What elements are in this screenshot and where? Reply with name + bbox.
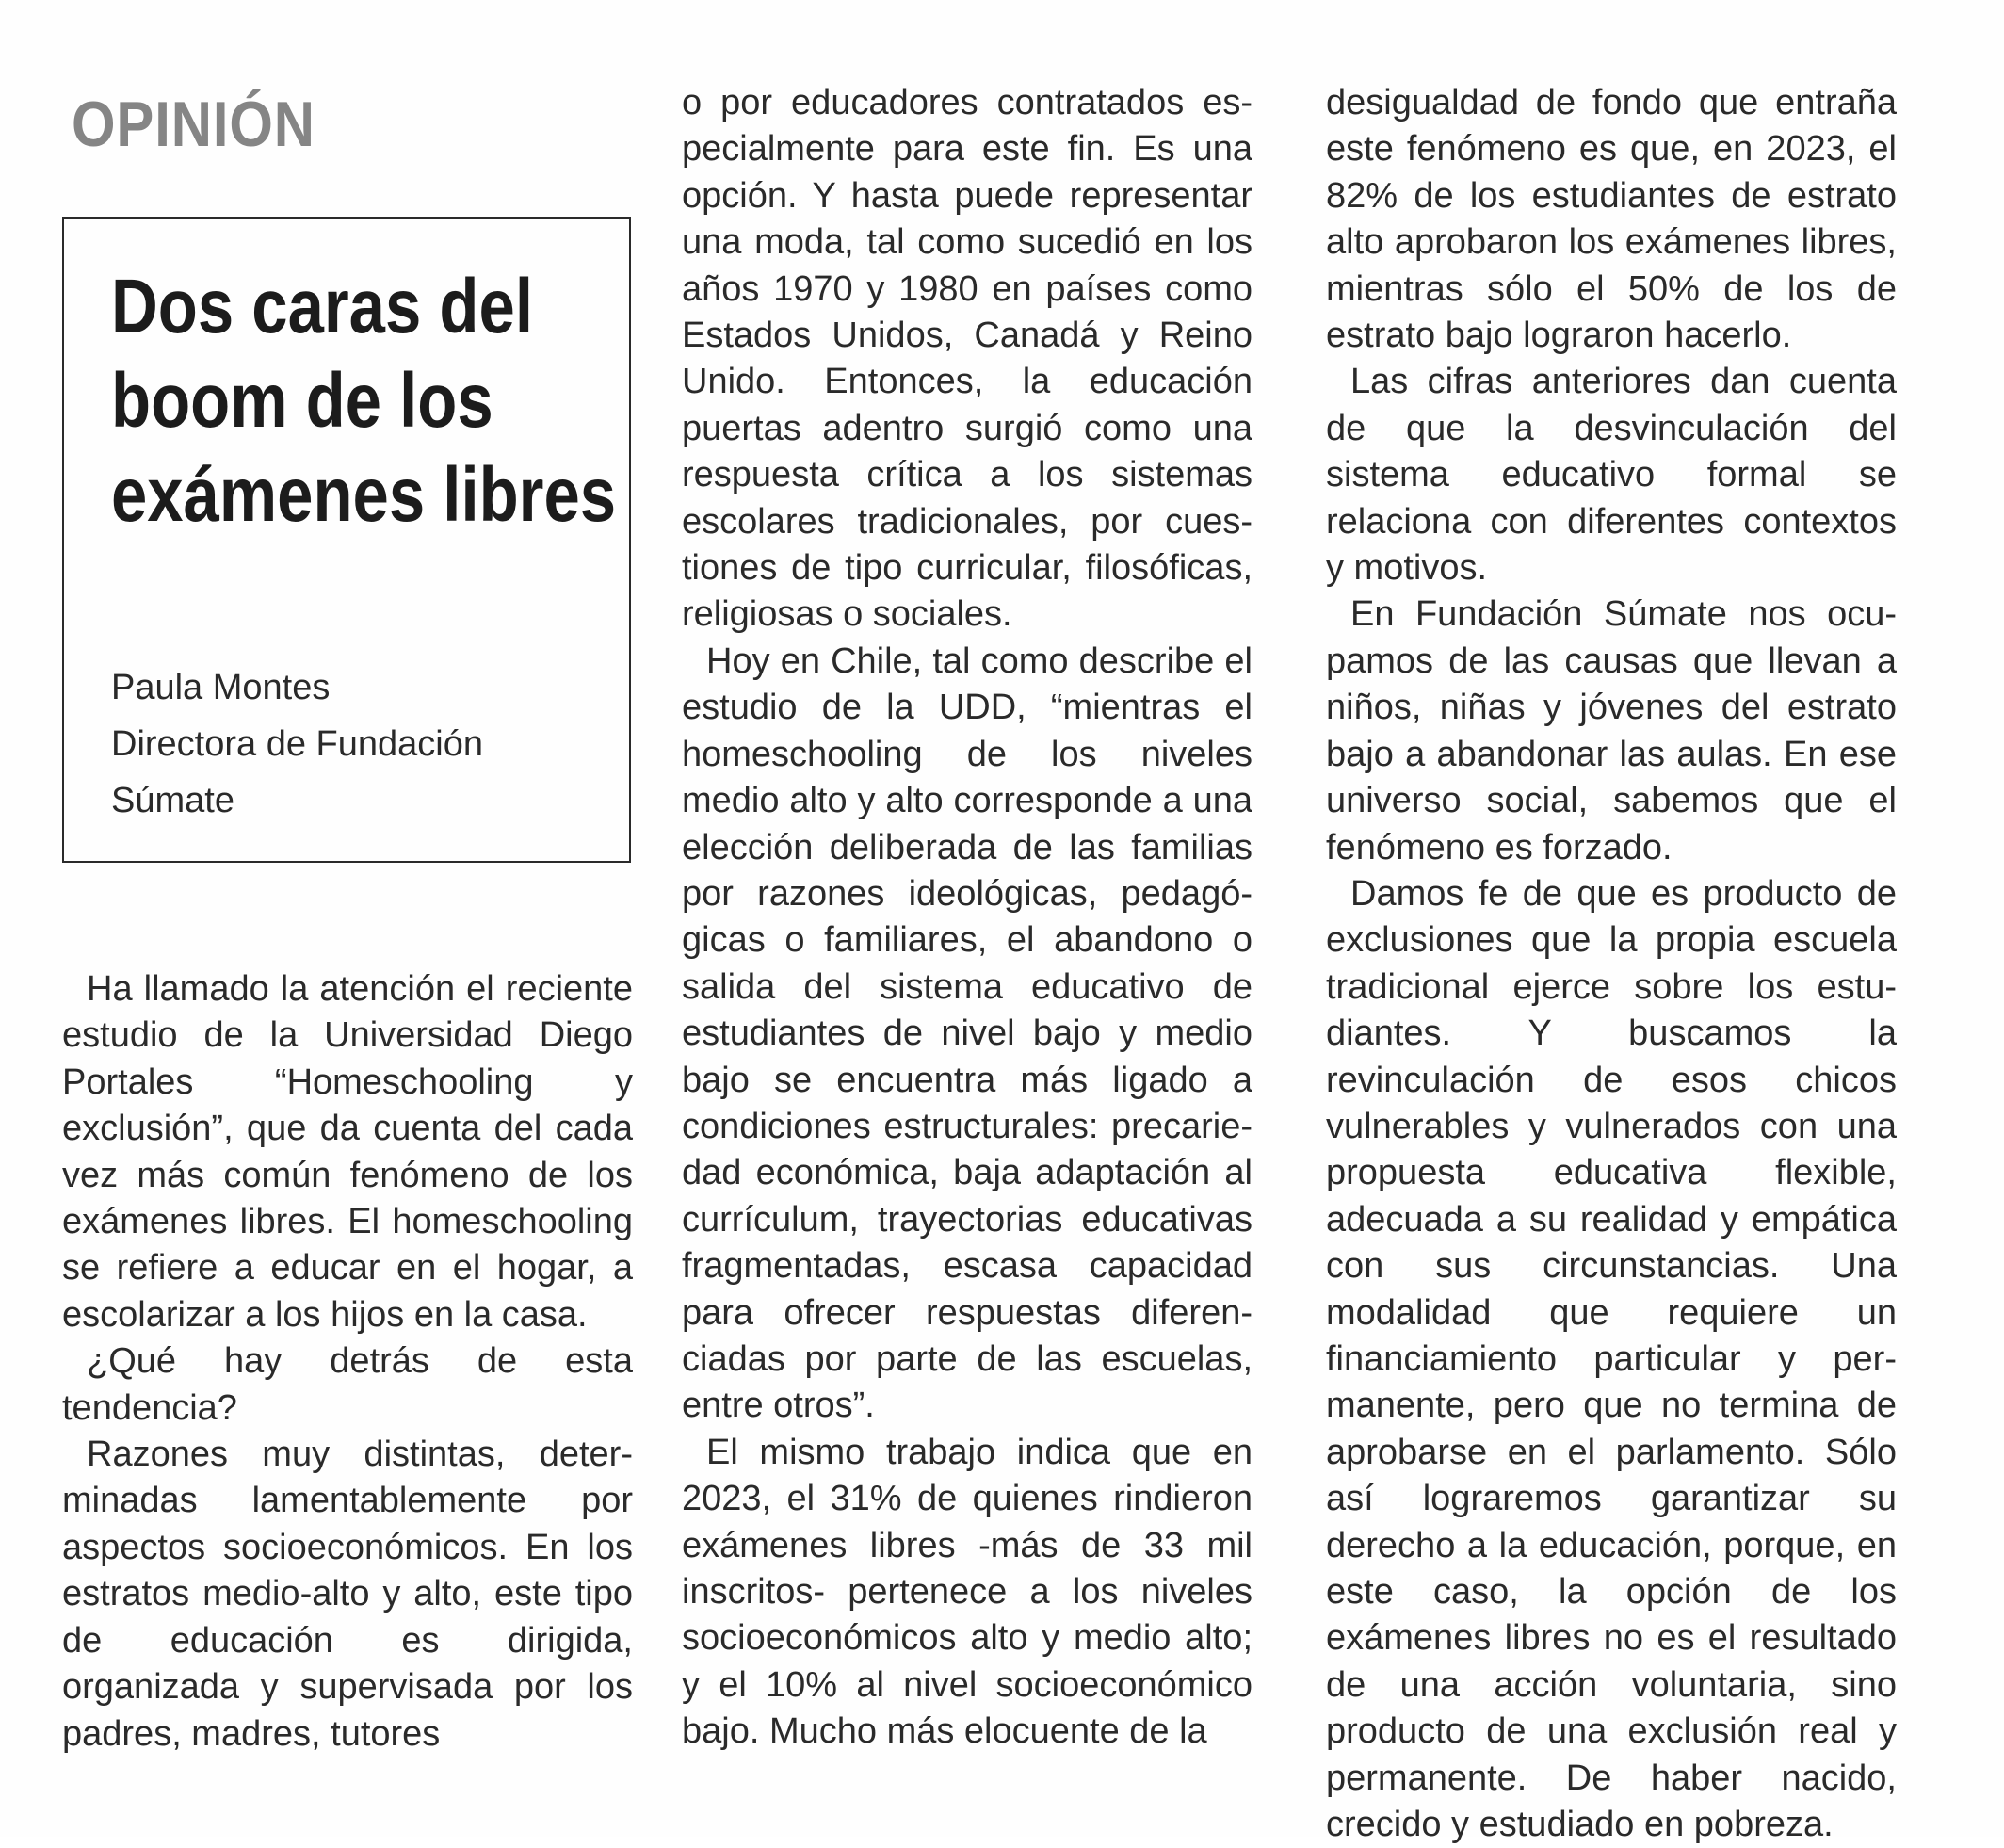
paragraph: ¿Qué hay detrás de esta tendencia? [62, 1341, 633, 1428]
paragraph: Razones muy distintas, determinadas lamentablemente por aspectos socioeconómicos. En los estratos medio-alto y alto, este tipo de educación es dirigida, organizada y supervisada por los padres, madres, tutores [62, 1435, 633, 1754]
headline-box [62, 217, 631, 863]
paragraph: Damos fe de que es producto de exclusiones que la propia escuela tradicional ejerce sobre los estudiantes. Y buscamos la revinculación de esos chicos vulnerables y vulnerados con una propuesta educativa flexible, adecuada a su realidad y empática con sus circunstancias. Una modalidad que requiere un financiamiento particular y permanente, pero que no termina de aprobarse en el parlamento. Sólo así lograremos garantizar su derecho a la educación, porque, en este caso, la opción de los exámenes libres no es el resultado de una acción voluntaria, sino producto de una exclusión real y permanente. De haber nacido, crecido y estudiado en pobreza. [1326, 873, 1897, 1845]
article-column-3 [1326, 80, 1897, 1848]
author-role-line-1: Directora de Fundación [111, 724, 483, 764]
paragraph: o por educadores contratados especialmente para este fin. Es una opción. Y hasta puede representar una moda, tal como sucedió en los años 1970 y 1980 en países como Estados Unidos, Canadá y Reino Unido. Entonces, la educación puertas adentro surgió como una respuesta crítica a los sistemas escolares tradicionales, por cuestiones de tipo curricular, filosóficas, religiosas o sociales. [682, 83, 1252, 635]
author-name: Paula Montes [111, 668, 331, 707]
paragraph: Hoy en Chile, tal como describe el estudio de la UDD, “mientras el homeschooling de los niveles medio alto y alto corresponde a una elección deliberada de las familias por razones ideológicas, pedagógicas o familiares, el abandono o salida del sistema educativo de estudiantes de nivel bajo y medio bajo se encuentra más ligado a condiciones estructurales: precariedad económica, baja adaptación al currículum, trayectorias educativas fragmentadas, escasa capacidad para ofrecer respuestas diferenciadas por parte de las escuelas, entre otros”. [682, 640, 1252, 1426]
article-column-2 [682, 80, 1252, 1756]
paragraph: En Fundación Súmate nos ocupamos de las causas que llevan a niños, niñas y jóvenes del estrato bajo a abandonar las aulas. En ese universo social, sabemos que el fenómeno es forzado. [1326, 594, 1897, 867]
paragraph: Ha llamado la atención el reciente estudio de la Universidad Diego Portales “Homeschooling y exclusión”, que da cuenta del cada vez más común fenómeno de los exámenes libres. El homeschooling se refiere a educar en el hogar, a escolarizar a los hijos en la casa. [62, 969, 633, 1335]
author-role-line-2: Súmate [111, 781, 234, 820]
section-label: OPINIÓN [72, 89, 315, 160]
paragraph: Las cifras anteriores dan cuenta de que la desvinculación del sistema educativo formal se relaciona con diferentes contextos y motivos. [1326, 362, 1897, 589]
article-column-1 [62, 966, 633, 1758]
author-byline [111, 659, 582, 829]
paragraph: El mismo trabajo indica que en 2023, el 31% de quienes rindieron exámenes libres -más de 33 mil inscritos- pertenece a los niveles socioeconómicos alto y medio alto; y el 10% al nivel socioeconómico bajo. Mucho más elocuente de la [682, 1432, 1252, 1752]
paragraph: desigualdad de fondo que entraña este fenómeno es que, en 2023, el 82% de los estudiantes de estrato alto aprobaron los exámenes libres, mientras sólo el 50% de los de estrato bajo lograron hacerlo. [1326, 83, 1897, 356]
article-headline: Dos caras del boom de los exámenes libres [111, 264, 617, 538]
